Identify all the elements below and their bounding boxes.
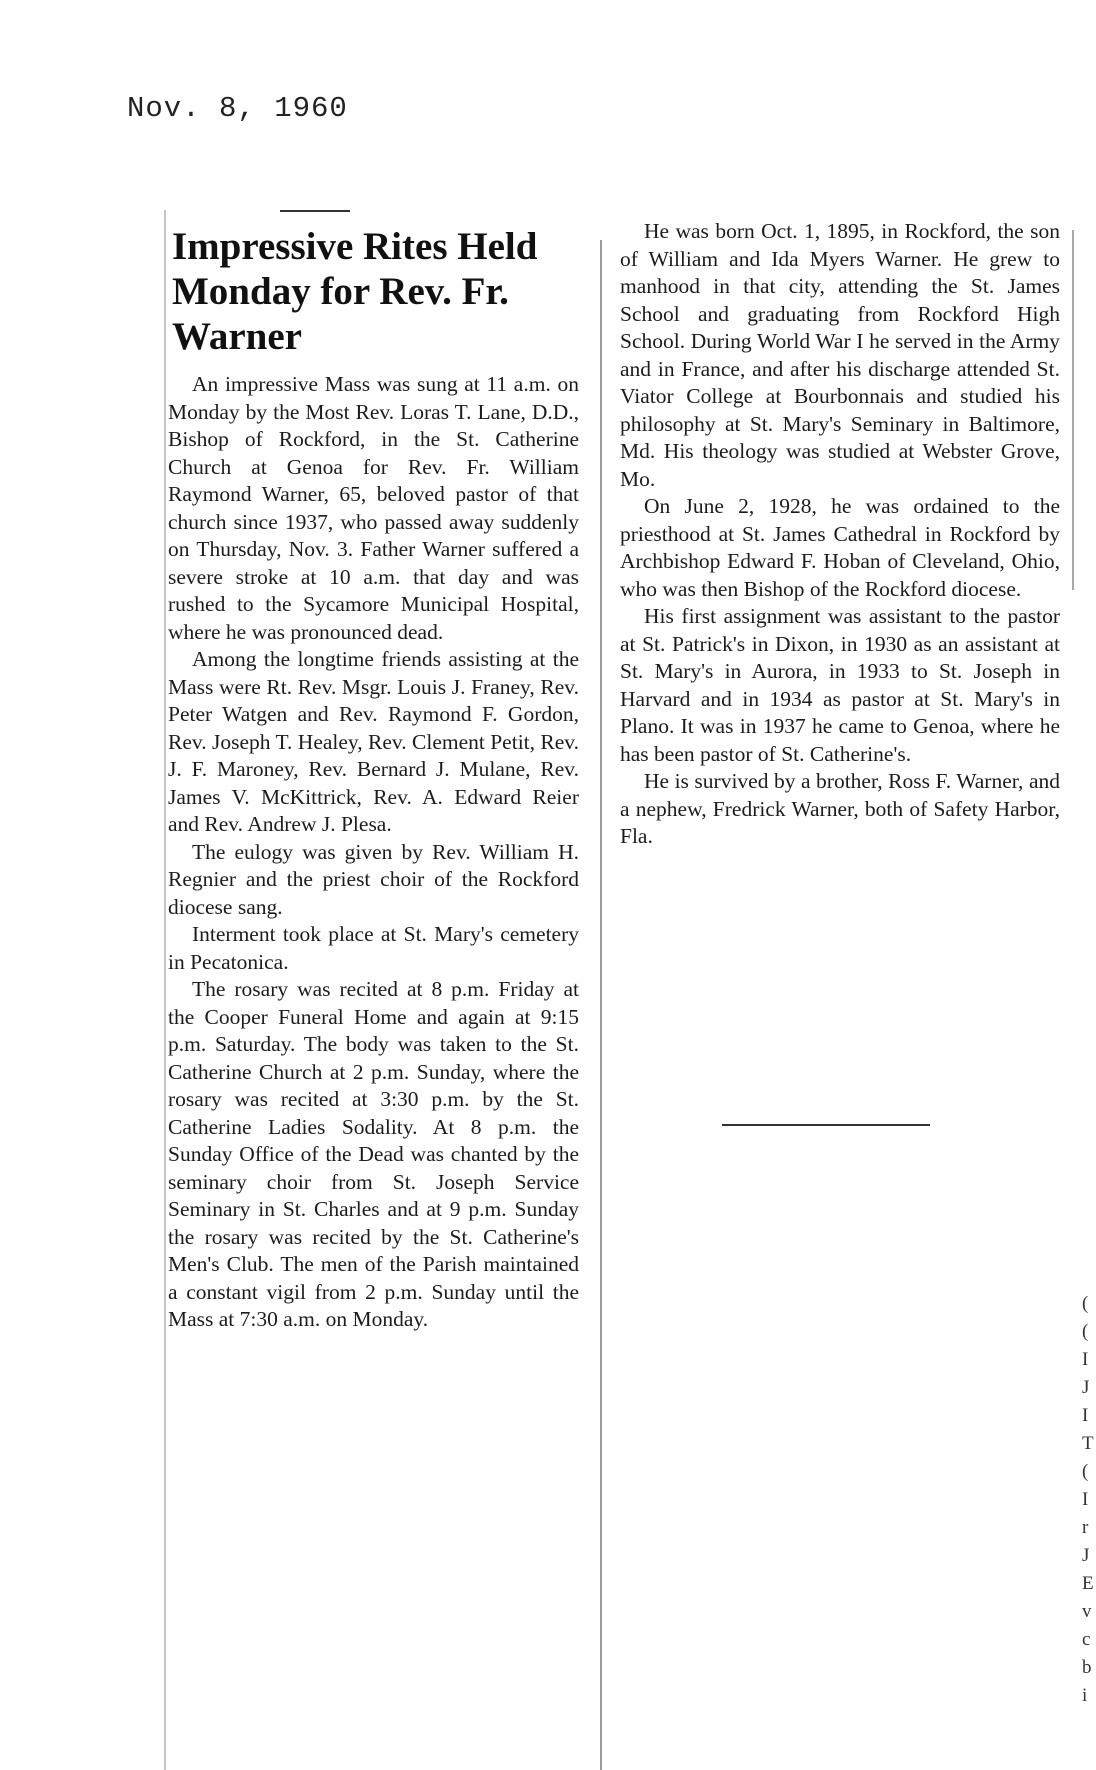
paragraph-ordination: On June 2, 1928, he was ordained to the priesthood at St. James Cathedral in Rockford by Archbishop Edward F. Hoban of Cleveland, Ohio, who was then Bishop of the Rockford diocese. bbox=[620, 494, 1060, 601]
end-rule bbox=[722, 1124, 930, 1126]
paragraph-friends: Among the longtime friends assisting at the Mass were Rt. Rev. Msgr. Louis J. Franey, Rev. Peter Watgen and Rev. Raymond F. Gordon, Rev. Joseph T. Healey, Rev. Clement Petit, Rev. J. F. Maroney, Rev. Bernard J. Mulane, Rev. James V. McKittrick, Rev. A. Edward Reier and Rev. Andrew J. Plesa. bbox=[168, 647, 580, 836]
edge-fragment: ( bbox=[1082, 1321, 1089, 1342]
paragraph-mass: An impressive Mass was sung at 11 a.m. on Monday by the Most Rev. Loras T. Lane, D.D., Bishop of Rockford, in the St. Catherine Church at Genoa for Rev. Fr. William Raymond Warner, 65, beloved pastor of that church since 1937, who passed away suddenly on Thursday, Nov. 3. Father Warner suffered a severe stroke at 10 a.m. that day and was rushed to the Sycamore Municipal Hospital, where he was pronounced dead. bbox=[168, 372, 579, 644]
article-headline: Impressive Rites Held Monday for Rev. Fr. Warner bbox=[172, 225, 538, 358]
column-rule-right bbox=[1072, 230, 1074, 590]
edge-fragment: I bbox=[1082, 1349, 1089, 1370]
edge-fragment: ( bbox=[1082, 1461, 1089, 1482]
paragraph-assignments: His first assignment was assistant to the pastor at St. Patrick's in Dixon, in 1930 as an assistant at St. Mary's in Aurora, in 1933 to St. Joseph in Harvard and in 1934 as pastor at St. Mary's in Plano. It was in 1937 he came to Genoa, where he has been pastor of St. Catherine's. bbox=[620, 604, 1060, 766]
paragraph-survivors: He is survived by a brother, Ross F. Warner, and a nephew, Fredrick Warner, both of Safety Harbor, Fla. bbox=[620, 769, 1060, 848]
paragraph-rosary: The rosary was recited at 8 p.m. Friday at the Cooper Funeral Home and again at 9:15 p.m. Saturday. The body was taken to the St. Catherine Church at 2 p.m. Sunday, where the rosary was recited at 3:30 p.m. by the St. Catherine Ladies Sodality. At 8 p.m. the Sunday Office of the Dead was chanted by the seminary choir from St. Joseph Service Seminary in St. Charles and at 9 p.m. Sunday the rosary was recited by the St. Catherine's Men's Club. The men of the Parish maintained a constant vigil from 2 p.m. Sunday until the Mass at 7:30 a.m. on Monday. bbox=[168, 977, 579, 1331]
edge-fragment: r bbox=[1082, 1517, 1089, 1538]
column-rule-center bbox=[600, 240, 602, 1770]
paragraph-birth: He was born Oct. 1, 1895, in Rockford, the son of William and Ida Myers Warner. He grew to manhood in that city, attending the St. James School and graduating from Rockford High School. During World War I he served in the Army and in France, and after his discharge attended St. Viator College at Bourbonnais and studied his philosophy at St. Mary's Seminary in Baltimore, Md. His theology was studied at Webster Grove, Mo. bbox=[620, 219, 1060, 491]
edge-fragment: v bbox=[1082, 1601, 1092, 1622]
article-right-column bbox=[620, 218, 1060, 851]
article-left-column bbox=[168, 210, 579, 1334]
edge-fragment: i bbox=[1082, 1685, 1088, 1706]
edge-fragment: T bbox=[1082, 1433, 1094, 1454]
edge-fragment: E bbox=[1082, 1573, 1094, 1594]
edge-fragment: c bbox=[1082, 1629, 1091, 1650]
edge-fragment: ( bbox=[1082, 1293, 1089, 1314]
edge-fragment: I bbox=[1082, 1489, 1089, 1510]
adjacent-column-fragments bbox=[1082, 1290, 1096, 1710]
edge-fragment: J bbox=[1082, 1377, 1090, 1398]
paragraph-eulogy: The eulogy was given by Rev. William H. Regnier and the priest choir of the Rockford diocese sang. bbox=[168, 839, 579, 919]
clipping-date: Nov. 8, 1960 bbox=[127, 92, 348, 125]
paragraph-interment: Interment took place at St. Mary's cemetery in Pecatonica. bbox=[168, 922, 579, 974]
edge-fragment: J bbox=[1082, 1545, 1090, 1566]
edge-fragment: b bbox=[1082, 1657, 1092, 1678]
column-rule-left-outer bbox=[164, 210, 166, 1770]
edge-fragment: I bbox=[1082, 1405, 1089, 1426]
